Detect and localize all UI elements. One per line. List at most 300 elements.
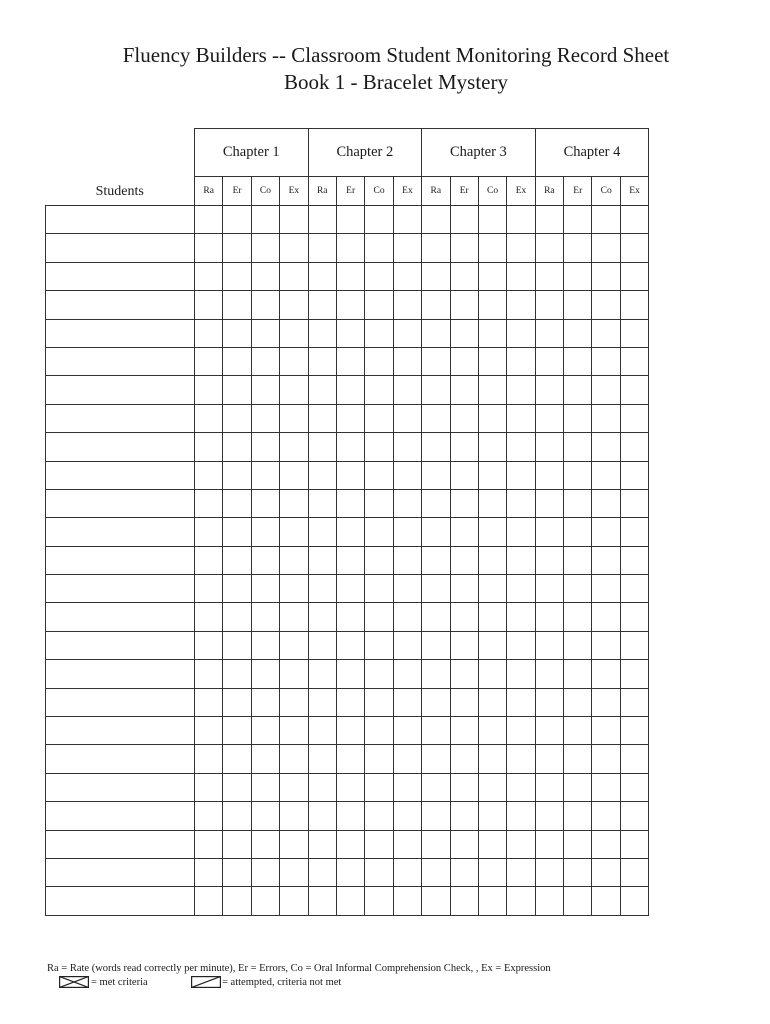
score-cell[interactable] — [450, 262, 478, 290]
score-cell[interactable] — [336, 433, 364, 461]
score-cell[interactable] — [450, 319, 478, 347]
student-name-cell[interactable] — [46, 688, 195, 716]
score-cell[interactable] — [223, 206, 251, 234]
score-cell[interactable] — [620, 234, 648, 262]
score-cell[interactable] — [422, 745, 450, 773]
score-cell[interactable] — [564, 575, 592, 603]
score-cell[interactable] — [308, 319, 336, 347]
score-cell[interactable] — [336, 319, 364, 347]
student-name-cell[interactable] — [46, 262, 195, 290]
score-cell[interactable] — [422, 347, 450, 375]
score-cell[interactable] — [507, 717, 535, 745]
score-cell[interactable] — [223, 887, 251, 915]
student-name-cell[interactable] — [46, 546, 195, 574]
score-cell[interactable] — [393, 717, 421, 745]
score-cell[interactable] — [564, 234, 592, 262]
score-cell[interactable] — [507, 518, 535, 546]
student-name-cell[interactable] — [46, 433, 195, 461]
score-cell[interactable] — [620, 461, 648, 489]
score-cell[interactable] — [251, 376, 279, 404]
score-cell[interactable] — [251, 319, 279, 347]
score-cell[interactable] — [251, 404, 279, 432]
score-cell[interactable] — [365, 745, 393, 773]
score-cell[interactable] — [450, 830, 478, 858]
score-cell[interactable] — [564, 489, 592, 517]
score-cell[interactable] — [535, 858, 563, 886]
score-cell[interactable] — [336, 518, 364, 546]
student-name-cell[interactable] — [46, 603, 195, 631]
score-cell[interactable] — [223, 688, 251, 716]
student-name-cell[interactable] — [46, 773, 195, 801]
score-cell[interactable] — [308, 660, 336, 688]
score-cell[interactable] — [195, 830, 223, 858]
score-cell[interactable] — [195, 802, 223, 830]
score-cell[interactable] — [251, 347, 279, 375]
score-cell[interactable] — [336, 489, 364, 517]
score-cell[interactable] — [280, 234, 308, 262]
score-cell[interactable] — [535, 717, 563, 745]
score-cell[interactable] — [507, 887, 535, 915]
score-cell[interactable] — [478, 291, 506, 319]
score-cell[interactable] — [620, 773, 648, 801]
score-cell[interactable] — [422, 489, 450, 517]
score-cell[interactable] — [478, 319, 506, 347]
score-cell[interactable] — [393, 489, 421, 517]
score-cell[interactable] — [564, 745, 592, 773]
score-cell[interactable] — [308, 489, 336, 517]
score-cell[interactable] — [592, 376, 620, 404]
score-cell[interactable] — [450, 291, 478, 319]
score-cell[interactable] — [450, 234, 478, 262]
score-cell[interactable] — [308, 575, 336, 603]
student-name-cell[interactable] — [46, 404, 195, 432]
score-cell[interactable] — [336, 773, 364, 801]
score-cell[interactable] — [592, 858, 620, 886]
score-cell[interactable] — [223, 745, 251, 773]
score-cell[interactable] — [393, 745, 421, 773]
score-cell[interactable] — [564, 631, 592, 659]
score-cell[interactable] — [365, 291, 393, 319]
score-cell[interactable] — [507, 433, 535, 461]
student-name-cell[interactable] — [46, 887, 195, 915]
score-cell[interactable] — [393, 631, 421, 659]
score-cell[interactable] — [478, 688, 506, 716]
score-cell[interactable] — [450, 461, 478, 489]
score-cell[interactable] — [450, 518, 478, 546]
score-cell[interactable] — [365, 433, 393, 461]
score-cell[interactable] — [592, 404, 620, 432]
student-name-cell[interactable] — [46, 461, 195, 489]
score-cell[interactable] — [336, 404, 364, 432]
score-cell[interactable] — [478, 234, 506, 262]
score-cell[interactable] — [308, 404, 336, 432]
score-cell[interactable] — [223, 262, 251, 290]
score-cell[interactable] — [422, 575, 450, 603]
score-cell[interactable] — [251, 688, 279, 716]
score-cell[interactable] — [564, 404, 592, 432]
score-cell[interactable] — [507, 404, 535, 432]
score-cell[interactable] — [620, 262, 648, 290]
score-cell[interactable] — [507, 631, 535, 659]
score-cell[interactable] — [450, 603, 478, 631]
score-cell[interactable] — [592, 830, 620, 858]
score-cell[interactable] — [592, 688, 620, 716]
score-cell[interactable] — [393, 206, 421, 234]
score-cell[interactable] — [422, 660, 450, 688]
score-cell[interactable] — [280, 461, 308, 489]
score-cell[interactable] — [507, 234, 535, 262]
score-cell[interactable] — [336, 206, 364, 234]
score-cell[interactable] — [308, 433, 336, 461]
score-cell[interactable] — [620, 688, 648, 716]
score-cell[interactable] — [251, 887, 279, 915]
score-cell[interactable] — [535, 773, 563, 801]
score-cell[interactable] — [336, 603, 364, 631]
score-cell[interactable] — [564, 603, 592, 631]
score-cell[interactable] — [280, 773, 308, 801]
score-cell[interactable] — [393, 830, 421, 858]
score-cell[interactable] — [195, 773, 223, 801]
score-cell[interactable] — [592, 319, 620, 347]
score-cell[interactable] — [365, 376, 393, 404]
score-cell[interactable] — [251, 518, 279, 546]
score-cell[interactable] — [507, 773, 535, 801]
score-cell[interactable] — [251, 773, 279, 801]
score-cell[interactable] — [592, 717, 620, 745]
score-cell[interactable] — [535, 631, 563, 659]
score-cell[interactable] — [592, 262, 620, 290]
score-cell[interactable] — [223, 575, 251, 603]
score-cell[interactable] — [308, 291, 336, 319]
score-cell[interactable] — [280, 291, 308, 319]
score-cell[interactable] — [592, 745, 620, 773]
student-name-cell[interactable] — [46, 830, 195, 858]
score-cell[interactable] — [507, 575, 535, 603]
score-cell[interactable] — [564, 688, 592, 716]
score-cell[interactable] — [280, 660, 308, 688]
score-cell[interactable] — [450, 858, 478, 886]
score-cell[interactable] — [422, 802, 450, 830]
score-cell[interactable] — [592, 291, 620, 319]
score-cell[interactable] — [620, 433, 648, 461]
score-cell[interactable] — [308, 688, 336, 716]
score-cell[interactable] — [507, 858, 535, 886]
score-cell[interactable] — [308, 887, 336, 915]
score-cell[interactable] — [393, 347, 421, 375]
score-cell[interactable] — [450, 546, 478, 574]
score-cell[interactable] — [564, 887, 592, 915]
score-cell[interactable] — [393, 234, 421, 262]
score-cell[interactable] — [535, 518, 563, 546]
score-cell[interactable] — [422, 234, 450, 262]
score-cell[interactable] — [422, 858, 450, 886]
score-cell[interactable] — [393, 773, 421, 801]
score-cell[interactable] — [592, 347, 620, 375]
score-cell[interactable] — [365, 489, 393, 517]
score-cell[interactable] — [195, 717, 223, 745]
student-name-cell[interactable] — [46, 291, 195, 319]
score-cell[interactable] — [592, 546, 620, 574]
score-cell[interactable] — [393, 603, 421, 631]
score-cell[interactable] — [564, 319, 592, 347]
score-cell[interactable] — [280, 830, 308, 858]
student-name-cell[interactable] — [46, 347, 195, 375]
score-cell[interactable] — [592, 433, 620, 461]
score-cell[interactable] — [620, 404, 648, 432]
score-cell[interactable] — [422, 518, 450, 546]
score-cell[interactable] — [336, 347, 364, 375]
score-cell[interactable] — [422, 206, 450, 234]
score-cell[interactable] — [195, 376, 223, 404]
score-cell[interactable] — [620, 858, 648, 886]
score-cell[interactable] — [308, 376, 336, 404]
score-cell[interactable] — [478, 575, 506, 603]
score-cell[interactable] — [280, 546, 308, 574]
score-cell[interactable] — [195, 489, 223, 517]
score-cell[interactable] — [393, 575, 421, 603]
score-cell[interactable] — [195, 518, 223, 546]
score-cell[interactable] — [478, 631, 506, 659]
score-cell[interactable] — [336, 717, 364, 745]
score-cell[interactable] — [308, 631, 336, 659]
score-cell[interactable] — [336, 262, 364, 290]
score-cell[interactable] — [620, 518, 648, 546]
score-cell[interactable] — [422, 433, 450, 461]
score-cell[interactable] — [223, 347, 251, 375]
score-cell[interactable] — [507, 347, 535, 375]
score-cell[interactable] — [336, 376, 364, 404]
score-cell[interactable] — [564, 858, 592, 886]
score-cell[interactable] — [592, 631, 620, 659]
score-cell[interactable] — [478, 546, 506, 574]
score-cell[interactable] — [195, 858, 223, 886]
score-cell[interactable] — [592, 234, 620, 262]
score-cell[interactable] — [195, 631, 223, 659]
score-cell[interactable] — [507, 546, 535, 574]
score-cell[interactable] — [450, 206, 478, 234]
score-cell[interactable] — [308, 234, 336, 262]
score-cell[interactable] — [478, 376, 506, 404]
student-name-cell[interactable] — [46, 802, 195, 830]
score-cell[interactable] — [564, 660, 592, 688]
score-cell[interactable] — [195, 745, 223, 773]
score-cell[interactable] — [223, 433, 251, 461]
score-cell[interactable] — [280, 688, 308, 716]
score-cell[interactable] — [280, 745, 308, 773]
score-cell[interactable] — [422, 404, 450, 432]
score-cell[interactable] — [535, 688, 563, 716]
score-cell[interactable] — [450, 489, 478, 517]
score-cell[interactable] — [507, 745, 535, 773]
score-cell[interactable] — [478, 518, 506, 546]
score-cell[interactable] — [393, 518, 421, 546]
score-cell[interactable] — [365, 347, 393, 375]
score-cell[interactable] — [422, 830, 450, 858]
score-cell[interactable] — [422, 376, 450, 404]
score-cell[interactable] — [393, 461, 421, 489]
score-cell[interactable] — [251, 802, 279, 830]
score-cell[interactable] — [620, 319, 648, 347]
score-cell[interactable] — [422, 291, 450, 319]
score-cell[interactable] — [564, 291, 592, 319]
score-cell[interactable] — [507, 489, 535, 517]
score-cell[interactable] — [507, 262, 535, 290]
score-cell[interactable] — [308, 262, 336, 290]
student-name-cell[interactable] — [46, 319, 195, 347]
score-cell[interactable] — [195, 887, 223, 915]
score-cell[interactable] — [507, 830, 535, 858]
score-cell[interactable] — [478, 717, 506, 745]
score-cell[interactable] — [251, 660, 279, 688]
score-cell[interactable] — [535, 745, 563, 773]
score-cell[interactable] — [195, 688, 223, 716]
score-cell[interactable] — [507, 688, 535, 716]
score-cell[interactable] — [507, 376, 535, 404]
score-cell[interactable] — [422, 461, 450, 489]
score-cell[interactable] — [365, 518, 393, 546]
score-cell[interactable] — [223, 518, 251, 546]
score-cell[interactable] — [223, 291, 251, 319]
score-cell[interactable] — [308, 546, 336, 574]
score-cell[interactable] — [478, 830, 506, 858]
score-cell[interactable] — [564, 376, 592, 404]
score-cell[interactable] — [478, 745, 506, 773]
student-name-cell[interactable] — [46, 206, 195, 234]
score-cell[interactable] — [336, 234, 364, 262]
score-cell[interactable] — [564, 262, 592, 290]
score-cell[interactable] — [308, 206, 336, 234]
score-cell[interactable] — [223, 773, 251, 801]
score-cell[interactable] — [365, 887, 393, 915]
score-cell[interactable] — [223, 802, 251, 830]
score-cell[interactable] — [251, 858, 279, 886]
score-cell[interactable] — [422, 631, 450, 659]
score-cell[interactable] — [564, 518, 592, 546]
score-cell[interactable] — [251, 234, 279, 262]
score-cell[interactable] — [620, 830, 648, 858]
score-cell[interactable] — [620, 546, 648, 574]
score-cell[interactable] — [535, 603, 563, 631]
score-cell[interactable] — [592, 461, 620, 489]
score-cell[interactable] — [507, 206, 535, 234]
score-cell[interactable] — [450, 404, 478, 432]
score-cell[interactable] — [620, 631, 648, 659]
score-cell[interactable] — [336, 802, 364, 830]
score-cell[interactable] — [478, 489, 506, 517]
score-cell[interactable] — [450, 688, 478, 716]
score-cell[interactable] — [478, 433, 506, 461]
score-cell[interactable] — [308, 603, 336, 631]
score-cell[interactable] — [365, 262, 393, 290]
score-cell[interactable] — [195, 461, 223, 489]
score-cell[interactable] — [195, 347, 223, 375]
score-cell[interactable] — [251, 291, 279, 319]
score-cell[interactable] — [564, 773, 592, 801]
score-cell[interactable] — [564, 206, 592, 234]
score-cell[interactable] — [280, 858, 308, 886]
score-cell[interactable] — [280, 802, 308, 830]
score-cell[interactable] — [620, 376, 648, 404]
score-cell[interactable] — [365, 631, 393, 659]
score-cell[interactable] — [422, 319, 450, 347]
student-name-cell[interactable] — [46, 717, 195, 745]
score-cell[interactable] — [478, 858, 506, 886]
score-cell[interactable] — [223, 603, 251, 631]
score-cell[interactable] — [308, 347, 336, 375]
score-cell[interactable] — [592, 802, 620, 830]
student-name-cell[interactable] — [46, 745, 195, 773]
score-cell[interactable] — [535, 660, 563, 688]
score-cell[interactable] — [365, 802, 393, 830]
score-cell[interactable] — [223, 858, 251, 886]
score-cell[interactable] — [223, 660, 251, 688]
score-cell[interactable] — [450, 575, 478, 603]
score-cell[interactable] — [507, 461, 535, 489]
score-cell[interactable] — [280, 376, 308, 404]
score-cell[interactable] — [507, 603, 535, 631]
score-cell[interactable] — [535, 489, 563, 517]
score-cell[interactable] — [535, 830, 563, 858]
score-cell[interactable] — [280, 603, 308, 631]
score-cell[interactable] — [251, 745, 279, 773]
score-cell[interactable] — [308, 461, 336, 489]
score-cell[interactable] — [450, 887, 478, 915]
score-cell[interactable] — [280, 717, 308, 745]
score-cell[interactable] — [620, 206, 648, 234]
score-cell[interactable] — [223, 234, 251, 262]
score-cell[interactable] — [308, 773, 336, 801]
score-cell[interactable] — [592, 773, 620, 801]
score-cell[interactable] — [478, 887, 506, 915]
score-cell[interactable] — [365, 404, 393, 432]
score-cell[interactable] — [223, 830, 251, 858]
score-cell[interactable] — [393, 433, 421, 461]
score-cell[interactable] — [365, 234, 393, 262]
score-cell[interactable] — [422, 887, 450, 915]
student-name-cell[interactable] — [46, 518, 195, 546]
score-cell[interactable] — [450, 717, 478, 745]
student-name-cell[interactable] — [46, 489, 195, 517]
score-cell[interactable] — [478, 262, 506, 290]
score-cell[interactable] — [393, 887, 421, 915]
score-cell[interactable] — [365, 688, 393, 716]
score-cell[interactable] — [393, 660, 421, 688]
score-cell[interactable] — [393, 376, 421, 404]
score-cell[interactable] — [478, 773, 506, 801]
score-cell[interactable] — [251, 717, 279, 745]
score-cell[interactable] — [336, 887, 364, 915]
score-cell[interactable] — [251, 433, 279, 461]
score-cell[interactable] — [478, 404, 506, 432]
score-cell[interactable] — [535, 262, 563, 290]
score-cell[interactable] — [422, 546, 450, 574]
score-cell[interactable] — [450, 745, 478, 773]
score-cell[interactable] — [535, 404, 563, 432]
student-name-cell[interactable] — [46, 660, 195, 688]
score-cell[interactable] — [336, 745, 364, 773]
score-cell[interactable] — [251, 575, 279, 603]
score-cell[interactable] — [195, 262, 223, 290]
score-cell[interactable] — [450, 802, 478, 830]
score-cell[interactable] — [422, 773, 450, 801]
score-cell[interactable] — [535, 347, 563, 375]
score-cell[interactable] — [535, 461, 563, 489]
score-cell[interactable] — [620, 802, 648, 830]
score-cell[interactable] — [223, 376, 251, 404]
score-cell[interactable] — [393, 319, 421, 347]
score-cell[interactable] — [564, 461, 592, 489]
score-cell[interactable] — [564, 546, 592, 574]
